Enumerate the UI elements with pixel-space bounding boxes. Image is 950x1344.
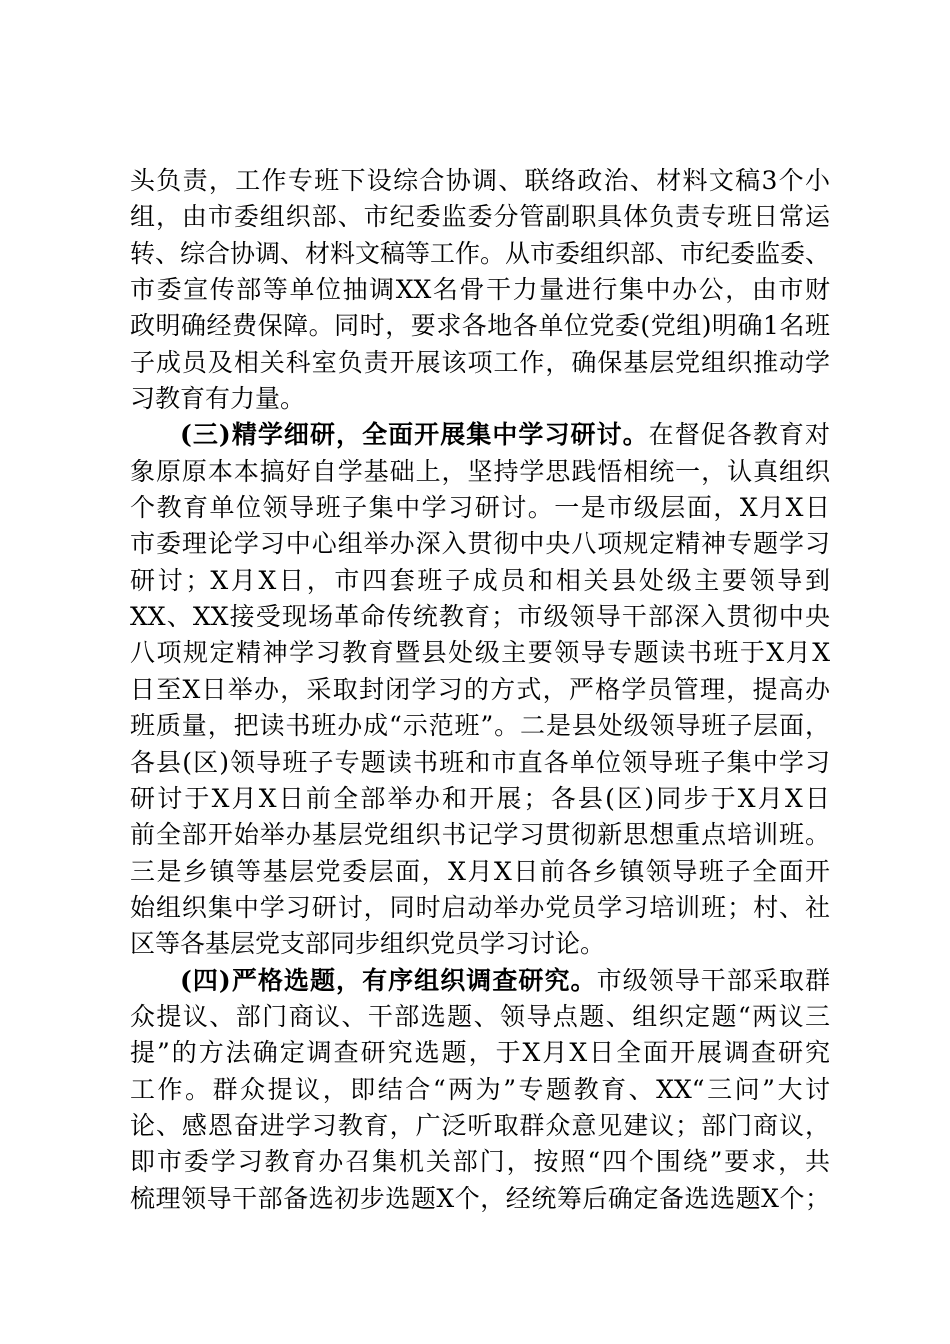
paragraph-2-line: 象原原本本搞好自学基础上，坚持学思践悟相统一，认真组织 (130, 456, 830, 486)
paragraph-1-line: 习教育有力量。 (130, 384, 306, 414)
section-heading-3: (三)精学细研，全面开展集中学习研讨。 (180, 420, 649, 450)
paragraph-2-line: 三是乡镇等基层党委层面，X月X日前各乡镇领导班子全面开 (130, 856, 830, 886)
paragraph-3-line: 论、感恩奋进学习教育，广泛听取群众意见建议；部门商议， (130, 1110, 830, 1140)
paragraph-2-line: 始组织集中学习研讨，同时启动举办党员学习培训班；村、社 (130, 892, 830, 922)
paragraph-1-line: 转、综合协调、材料文稿等工作。从市委组织部、市纪委监委、 (130, 238, 831, 268)
paragraph-2-line: 各县(区)领导班子专题读书班和市直各单位领导班子集中学习 (130, 747, 830, 777)
paragraph-2-line: XX、XX接受现场革命传统教育；市级领导干部深入贯彻中央 (130, 602, 830, 632)
paragraph-2-first-line (130, 417, 830, 453)
paragraph-2-line: 前全部开始举办基层党组织书记学习贯彻新思想重点培训班。 (130, 820, 830, 850)
paragraph-3-first-line-rest: 市级领导干部采取群 (596, 965, 830, 995)
paragraph-1-line: 市委宣传部等单位抽调XX名骨干力量进行集中办公，由市财 (130, 275, 830, 305)
paragraph-2-first-line-rest: 在督促各教育对 (648, 420, 830, 450)
paragraph-1-line: 政明确经费保障。同时，要求各地各单位党委(党组)明确1名班 (130, 311, 830, 341)
paragraph-3-line: 提”的方法确定调查研究选题，于X月X日全面开展调查研究 (130, 1038, 830, 1068)
paragraph-2-line: 日至X日举办，采取封闭学习的方式，严格学员管理，提高办 (130, 674, 830, 704)
paragraph-2-line: 班质量，把读书班办成“示范班”。二是县处级领导班子层面， (130, 711, 830, 741)
section-heading-4: (四)严格选题，有序组织调查研究。 (180, 965, 597, 995)
document-body (130, 163, 830, 1217)
paragraph-1-line: 组，由市委组织部、市纪委监委分管副职具体负责专班日常运 (130, 202, 830, 232)
paragraph-3-first-line (130, 963, 830, 999)
paragraph-1-line: 子成员及相关科室负责开展该项工作，确保基层党组织推动学 (130, 347, 830, 377)
paragraph-2-line: 个教育单位领导班子集中学习研讨。一是市级层面，X月X日 (130, 493, 830, 523)
paragraph-3-line: 梳理领导干部备选初步选题X个，经统筹后确定备选选题X个； (130, 1183, 830, 1213)
paragraph-2-line: 市委理论学习中心组举办深入贯彻中央八项规定精神专题学习 (130, 529, 830, 559)
paragraph-3-line: 工作。群众提议，即结合“两为”专题教育、XX“三问”大讨 (130, 1074, 830, 1104)
paragraph-1-line: 头负责，工作专班下设综合协调、联络政治、材料文稿3个小 (130, 166, 830, 195)
paragraph-3-line: 即市委学习教育办召集机关部门，按照“四个围绕”要求，共 (130, 1147, 830, 1177)
paragraph-2-line: 研讨于X月X日前全部举办和开展；各县(区)同步于X月X日 (130, 783, 830, 813)
paragraph-2-line: 八项规定精神学习教育暨县处级主要领导专题读书班于X月X (130, 638, 830, 668)
paragraph-2-line: 研讨；X月X日，市四套班子成员和相关县处级主要领导到 (130, 565, 830, 595)
paragraph-3-line: 众提议、部门商议、干部选题、领导点题、组织定题“两议三 (130, 1001, 830, 1031)
paragraph-2-line: 区等各基层党支部同步组织党员学习讨论。 (130, 929, 606, 959)
